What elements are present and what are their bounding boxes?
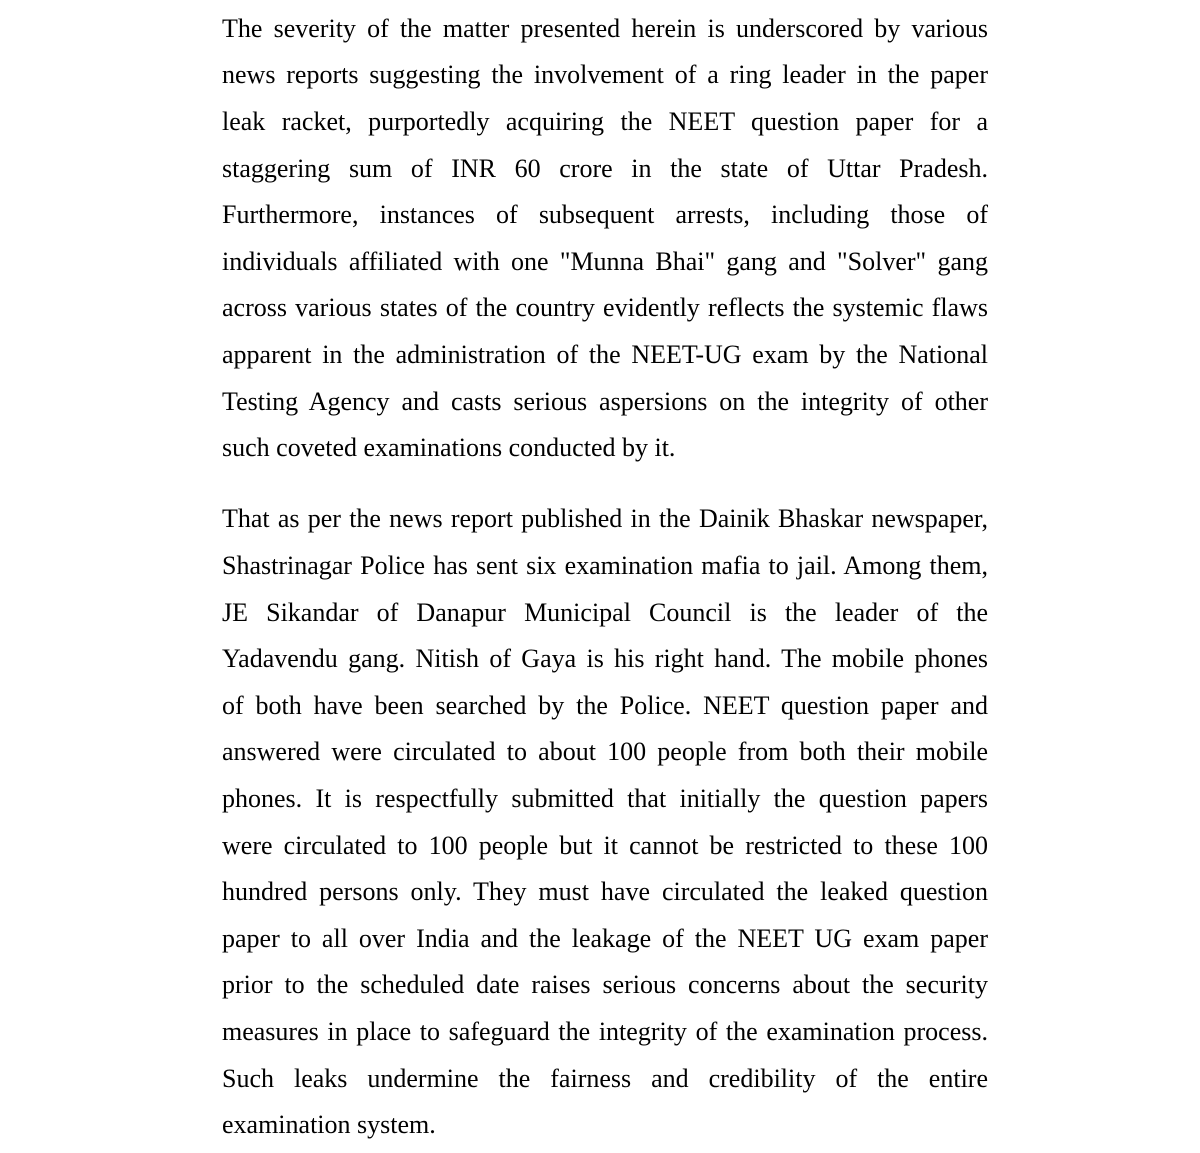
- text-line: staggering sum of INR 60 crore in the state of Uttar Pradesh.: [222, 154, 988, 183]
- text-line: Testing Agency and casts serious aspersions on the integrity of other: [222, 387, 988, 416]
- text-line: were circulated to 100 people but it cannot be restricted to these 100: [222, 831, 988, 860]
- text-line: of both have been searched by the Police. NEET question paper and: [222, 691, 988, 720]
- text-line: paper to all over India and the leakage of the NEET UG exam paper: [222, 924, 988, 953]
- text-line: news reports suggesting the involvement of a ring leader in the paper: [222, 60, 988, 89]
- text-line: phones. It is respectfully submitted that initially the question papers: [222, 784, 988, 813]
- text-line: hundred persons only. They must have circulated the leaked question: [222, 877, 988, 906]
- text-line: The severity of the matter presented herein is underscored by various: [222, 14, 988, 43]
- text-line: That as per the news report published in the Dainik Bhaskar newspaper,: [222, 504, 988, 533]
- text-line: examination system.: [222, 1110, 436, 1139]
- text-line: individuals affiliated with one "Munna Bhai" gang and "Solver" gang: [222, 247, 988, 276]
- text-line: across various states of the country evidently reflects the systemic flaws: [222, 293, 988, 322]
- text-line: Yadavendu gang. Nitish of Gaya is his right hand. The mobile phones: [222, 644, 988, 673]
- text-line: such coveted examinations conducted by it.: [222, 433, 676, 462]
- text-line: Furthermore, instances of subsequent arrests, including those of: [222, 200, 988, 229]
- text-line: answered were circulated to about 100 people from both their mobile: [222, 737, 988, 766]
- text-line: prior to the scheduled date raises serious concerns about the security: [222, 970, 988, 999]
- text-line: Such leaks undermine the fairness and credibility of the entire: [222, 1064, 988, 1093]
- text-line: apparent in the administration of the NEET-UG exam by the National: [222, 340, 988, 369]
- text-line: Shastrinagar Police has sent six examination mafia to jail. Among them,: [222, 551, 988, 580]
- text-line: JE Sikandar of Danapur Municipal Council is the leader of the: [222, 598, 988, 627]
- text-line: leak racket, purportedly acquiring the NEET question paper for a: [222, 107, 988, 136]
- text-line: measures in place to safeguard the integrity of the examination process.: [222, 1017, 988, 1046]
